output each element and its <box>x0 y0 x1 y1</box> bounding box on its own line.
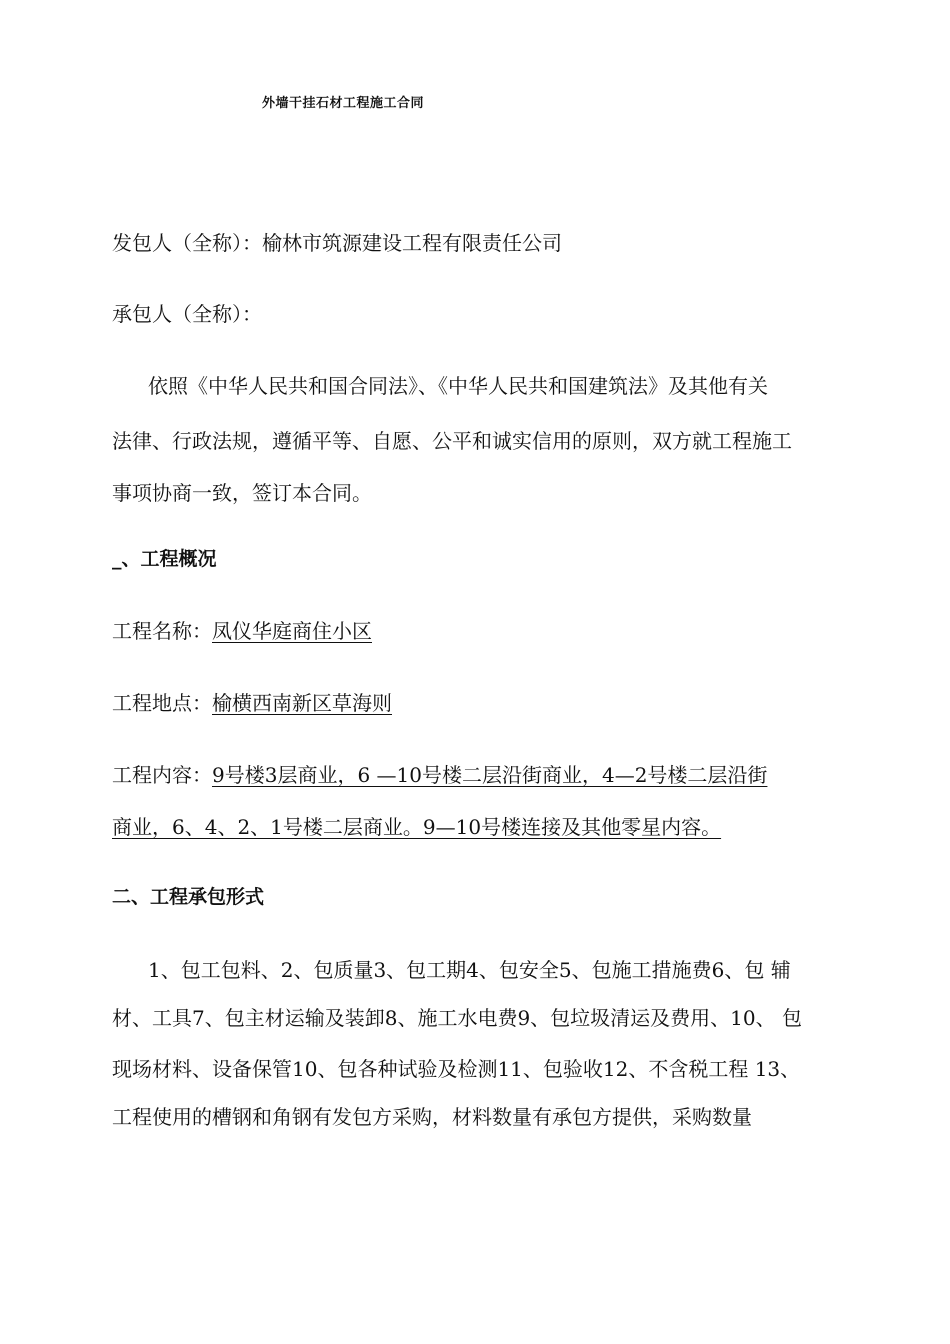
project-location-value: 榆横西南新区草海则 <box>212 691 392 715</box>
contractor-line <box>112 300 262 328</box>
employer-line <box>112 229 562 257</box>
project-content-value-2: 商业，6、4、2、1号楼二层商业。9—10号楼连接及其他零星内容。 <box>112 815 722 839</box>
document-title: 外墙干挂石材工程施工合同 <box>262 96 425 111</box>
project-content-label: 工程内容： <box>112 763 212 787</box>
preamble-line-2: 法律、行政法规，遵循平等、自愿、公平和诚实信用的原则，双方就工程施工 <box>112 429 792 453</box>
project-name-value: 凤仪华庭商住小区 <box>212 619 372 643</box>
section-2-heading: 二、工程承包形式 <box>112 886 265 908</box>
contractor-label: 承包人（全称）： <box>112 302 262 326</box>
project-name-label: 工程名称： <box>112 619 212 643</box>
section-1-heading: _、工程概况 <box>112 548 217 570</box>
employer-name: 榆林市筑源建设工程有限责任公司 <box>262 231 562 255</box>
contract-scope-line-3: 现场材料、设备保管10、包各种试验及检测11、包验收12、不含税工程 13、 <box>112 1057 801 1081</box>
project-location-line <box>112 689 392 717</box>
employer-label: 发包人（全称）： <box>112 231 262 255</box>
contract-scope-line-2: 材、工具7、包主材运输及装卸8、施工水电费9、包垃圾清运及费用、10、 包 <box>112 1006 802 1030</box>
project-content-value-1: 9号楼3层商业，6 —10号楼二层沿街商业，4—2号楼二层沿街 <box>212 763 768 787</box>
project-content-line-1 <box>112 761 767 789</box>
contract-scope-line-1: 1、包工包料、2、包质量3、包工期4、包安全5、包施工措施费6、包 辅 <box>148 958 791 982</box>
preamble-line-3: 事项协商一致，签订本合同。 <box>112 481 372 505</box>
project-name-line <box>112 617 372 645</box>
project-location-label: 工程地点： <box>112 691 212 715</box>
project-content-line-2 <box>112 813 721 841</box>
preamble-line-1: 依照《中华人民共和国合同法》、《中华人民共和国建筑法》及其他有关 <box>148 374 768 398</box>
contract-scope-line-4: 工程使用的槽钢和角钢有发包方采购，材料数量有承包方提供，采购数量 <box>112 1105 752 1129</box>
